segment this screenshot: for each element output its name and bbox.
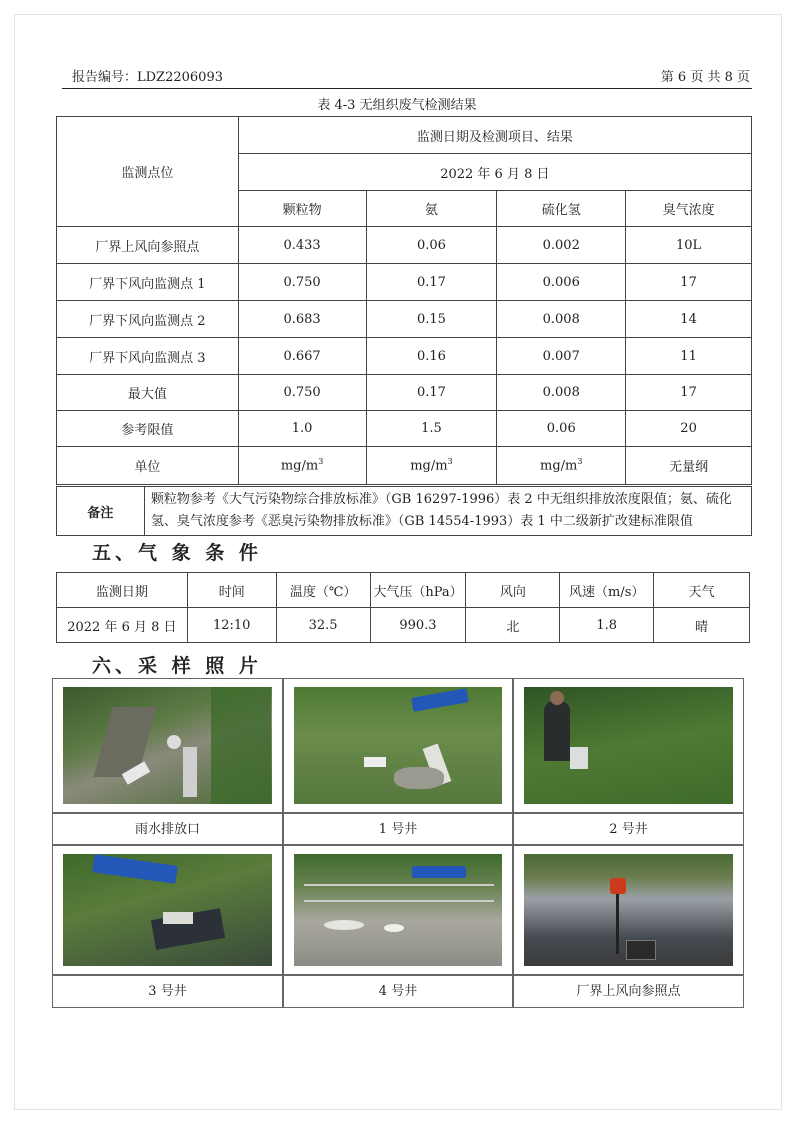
photo-frame <box>52 845 283 975</box>
cell: 0.683 <box>238 301 366 338</box>
photo-label: 3 号井 <box>52 975 283 1008</box>
weather-header: 时间 <box>187 573 276 608</box>
weather-value: 12:10 <box>187 608 276 643</box>
weather-value: 1.8 <box>560 608 654 643</box>
note-text: 颗粒物参考《大气污染物综合排放标准》（GB 16297-1996）表 2 中无组织排放浓度限值；氨、硫化氢、臭气浓度参考《恶臭污染物排放标准》（GB 14554-1993）表 1 中二级新扩改建标准限值 <box>144 487 751 536</box>
upwind-reference-photo <box>524 854 733 966</box>
cell: 0.006 <box>497 264 626 301</box>
header-rule <box>62 88 752 89</box>
date-header: 2022 年 6 月 8 日 <box>238 154 751 191</box>
table-row <box>57 375 752 411</box>
well-2-photo <box>524 687 733 804</box>
cell: 0.008 <box>497 375 626 411</box>
table-row <box>57 301 752 338</box>
row-label: 参考限值 <box>57 411 239 447</box>
weather-value: 北 <box>466 608 560 643</box>
photo-grid <box>52 678 744 1008</box>
table-row <box>57 264 752 301</box>
item-header: 臭气浓度 <box>626 191 752 227</box>
table-caption: 表 4-3 无组织废气检测结果 <box>317 98 477 113</box>
photo-frame <box>513 845 744 975</box>
well-4-photo <box>294 854 502 966</box>
note-label: 备注 <box>57 487 145 536</box>
cell: 0.15 <box>366 301 497 338</box>
cell: 0.17 <box>366 264 497 301</box>
group-header: 监测日期及检测项目、结果 <box>238 117 751 154</box>
item-header: 颗粒物 <box>238 191 366 227</box>
cell: 11 <box>626 338 752 375</box>
cell: 0.16 <box>366 338 497 375</box>
weather-header: 风速（m/s） <box>560 573 654 608</box>
cell: 0.17 <box>366 375 497 411</box>
cell: 17 <box>626 264 752 301</box>
item-header: 硫化氢 <box>497 191 626 227</box>
cell: 14 <box>626 301 752 338</box>
exhaust-results-table <box>56 116 752 485</box>
photo-frame <box>283 678 513 813</box>
page-number: 第 6 页 共 8 页 <box>660 70 750 85</box>
weather-value: 990.3 <box>370 608 466 643</box>
cell: 0.007 <box>497 338 626 375</box>
photo-label: 1 号井 <box>283 813 513 845</box>
cell: 1.0 <box>238 411 366 447</box>
photo-label: 4 号井 <box>283 975 513 1008</box>
row-label: 厂界下风向监测点 1 <box>57 264 239 301</box>
cell: 0.433 <box>238 227 366 264</box>
cell: 17 <box>626 375 752 411</box>
row-label: 厂界下风向监测点 2 <box>57 301 239 338</box>
weather-value: 晴 <box>654 608 750 643</box>
cell: 0.667 <box>238 338 366 375</box>
cell: 0.750 <box>238 264 366 301</box>
unit-row <box>57 447 752 485</box>
weather-value: 32.5 <box>276 608 370 643</box>
item-header: 氨 <box>366 191 497 227</box>
weather-header: 天气 <box>654 573 750 608</box>
point-header: 监测点位 <box>57 117 239 227</box>
photo-frame <box>283 845 513 975</box>
cell: 1.5 <box>366 411 497 447</box>
weather-table <box>56 572 750 643</box>
row-label: 厂界上风向参照点 <box>57 227 239 264</box>
cell: 20 <box>626 411 752 447</box>
cell: 10L <box>626 227 752 264</box>
cell: 0.008 <box>497 301 626 338</box>
weather-header: 风向 <box>466 573 560 608</box>
unit-cell: $mg/m^3$ <box>366 447 497 485</box>
photo-frame <box>513 678 744 813</box>
storm-outlet-photo <box>63 687 272 804</box>
cell: 0.750 <box>238 375 366 411</box>
report-number: 报告编号：LDZ2206093 <box>72 70 223 85</box>
table-row <box>57 338 752 375</box>
table-row <box>57 411 752 447</box>
section-photos-title: 六、采 样 照 片 <box>92 655 262 677</box>
row-label: 最大值 <box>57 375 239 411</box>
photo-label: 雨水排放口 <box>52 813 283 845</box>
well-1-photo <box>294 687 502 804</box>
unit-cell: 无量纲 <box>626 447 752 485</box>
cell: 0.06 <box>366 227 497 264</box>
cell: 0.06 <box>497 411 626 447</box>
row-label: 厂界下风向监测点 3 <box>57 338 239 375</box>
table-row <box>57 227 752 264</box>
well-3-photo <box>63 854 272 966</box>
photo-frame <box>52 678 283 813</box>
unit-cell: $mg/m^3$ <box>238 447 366 485</box>
photo-label: 2 号井 <box>513 813 744 845</box>
section-weather-title: 五、气 象 条 件 <box>92 542 262 564</box>
weather-value: 2022 年 6 月 8 日 <box>57 608 188 643</box>
note-table <box>56 486 752 536</box>
unit-label: 单位 <box>57 447 239 485</box>
weather-header: 大气压（hPa） <box>370 573 466 608</box>
unit-cell: $mg/m^3$ <box>497 447 626 485</box>
photo-label: 厂界上风向参照点 <box>513 975 744 1008</box>
weather-header: 温度（℃） <box>276 573 370 608</box>
weather-header: 监测日期 <box>57 573 188 608</box>
cell: 0.002 <box>497 227 626 264</box>
